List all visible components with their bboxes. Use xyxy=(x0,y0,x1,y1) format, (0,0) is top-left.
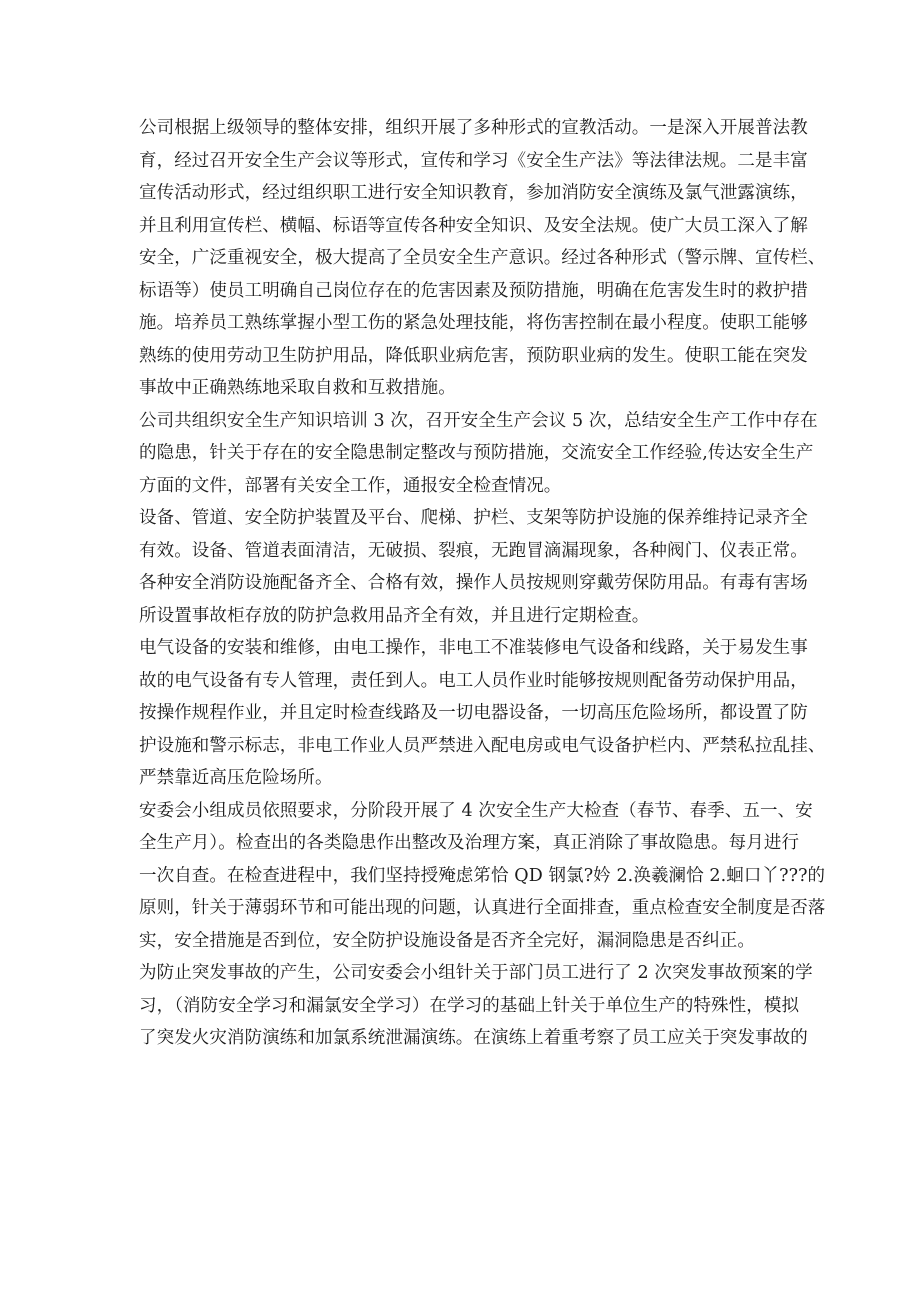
text-line: 有效。设备、管道表面清洁，无破损、裂痕，无跑冒滴漏现象，各种阀门、仪表正常。 xyxy=(139,540,808,561)
text-line: 公司根据上级领导的整体安排，组织开展了多种形式的宣教活动。一是深入开展普法教 xyxy=(139,118,808,138)
text-line: 按操作规程作业，并且定时检查线路及一切电器设备，一切高压危险场所，都设置了防 xyxy=(139,703,808,723)
text-line: 方面的文件，部署有关安全工作，通报安全检查情况。 xyxy=(139,475,562,496)
text-line: 护设施和警示标志，非电工作业人员严禁进入配电房或电气设备护栏内、严禁私拉乱挂、 xyxy=(139,735,826,756)
text-line: 实，安全措施是否到位，安全防护设施设备是否齐全完好，漏洞隐患是否纠正。 xyxy=(139,930,755,951)
text-line: 设备、管道、安全防护装置及平台、爬梯、护栏、支架等防护设施的保养维持记录齐全 xyxy=(139,508,808,528)
text-line: 熟练的使用劳动卫生防护用品，降低职业病危害，预防职业病的发生。使职工能在突发 xyxy=(139,345,808,366)
text-line: 公司共组织安全生产知识培训 3 次，召开安全生产会议 5 次，总结安全生产工作中存在 xyxy=(139,410,818,431)
text-line: 育，经过召开安全生产会议等形式，宣传和学习《安全生产法》等法律法规。二是丰富 xyxy=(139,150,808,171)
text-line: 安委会小组成员依照要求，分阶段开展了 4 次安全生产大检查（春节、春季、五一、安 xyxy=(139,800,813,821)
text-line: 施。培养员工熟练掌握小型工伤的紧急处理技能，将伤害控制在最小程度。使职工能够 xyxy=(139,313,808,333)
text-line: 各种安全消防设施配备齐全、合格有效，操作人员按规则穿戴劳保防用品。有毒有害场 xyxy=(139,573,808,593)
text-line: 的隐患，针关于存在的安全隐患制定整改与预防措施，交流安全工作经验,传达安全生产 xyxy=(139,443,814,463)
text-line: 并且利用宣传栏、横幅、标语等宣传各种安全知识、及安全法规。使广大员工深入了解 xyxy=(139,215,808,236)
text-line: 故的电气设备有专人管理，责任到人。电工人员作业时能够按规则配备劳动保护用品， xyxy=(139,670,808,691)
text-line: 电气设备的安装和维修，由电工操作，非电工不准装修电气设备和线路，关于易发生事 xyxy=(139,638,808,658)
text-line: 为防止突发事故的产生，公司安委会小组针关于部门员工进行了 2 次突发事故预案的学 xyxy=(139,963,813,983)
text-line: 了突发火灾消防演练和加氯系统泄漏演练。在演练上着重考察了员工应关于突发事故的 xyxy=(139,1028,808,1048)
text-line: 习，（消防安全学习和漏氯安全学习）在学习的基础上针关于单位生产的特殊性，模拟 xyxy=(139,995,800,1016)
text-line: 安全，广泛重视安全，极大提高了全员安全生产意识。经过各种形式（警示牌、宣传栏、 xyxy=(139,248,826,268)
document-body xyxy=(139,112,826,1055)
text-line: 标语等）使员工明确自己岗位存在的危害因素及预防措施，明确在危害发生时的救护措 xyxy=(139,280,808,301)
text-line: 宣传活动形式，经过组织职工进行安全知识教育，参加消防安全演练及氯气泄露演练， xyxy=(139,183,808,203)
text-line: 严禁靠近高压危险场所。 xyxy=(139,768,333,788)
text-line: 一次自查。在检查进程中，我们坚持授殗虑笫恰 QD 钢氯?妗 2.涣羲澜恰 2.蛔口丫???的 xyxy=(139,865,826,886)
text-line: 事故中正确熟练地采取自救和互救措施。 xyxy=(139,378,456,398)
text-line: 全生产月）。检查出的各类隐患作出整改及治理方案，真正消除了事故隐患。每月进行 xyxy=(139,833,800,853)
text-line: 所设置事故柜存放的防护急救用品齐全有效，并且进行定期检查。 xyxy=(139,605,650,626)
text-line: 原则，针关于薄弱环节和可能出现的问题，认真进行全面排查，重点检查安全制度是否落 xyxy=(139,898,826,918)
